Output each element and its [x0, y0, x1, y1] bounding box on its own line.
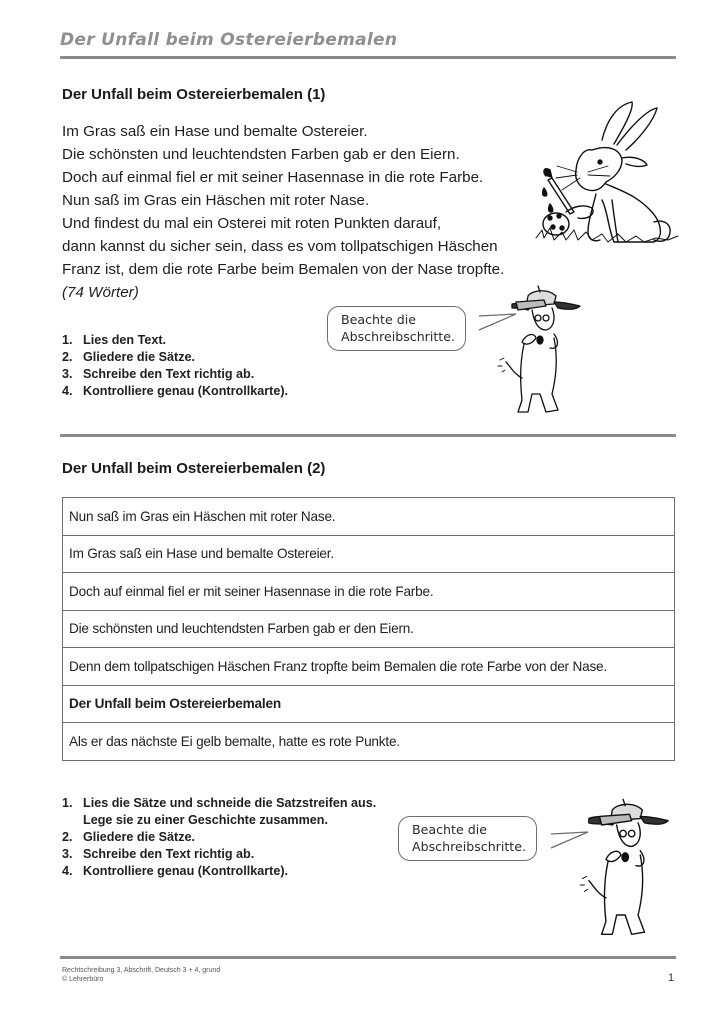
rabbit-arm: [566, 206, 593, 218]
dog-cap-brim: [516, 300, 546, 310]
speech-bubble-line: Abschreibschritte.: [412, 839, 526, 854]
rabbit-ear-flop: [622, 157, 647, 166]
task-item: 4. Kontrolliere genau (Kontrollkarte).: [62, 384, 289, 398]
dog-nose: [537, 336, 543, 344]
part1-heading: Der Unfall beim Ostereierbemalen (1): [62, 86, 326, 103]
dog-tail: [589, 881, 606, 898]
sentence-strip: [63, 573, 675, 611]
story-line: dann kannst du sicher sein, dass es vom tollpatschigen Häschen: [62, 238, 498, 255]
dog-ear-right: [554, 302, 580, 309]
task-item: 1. Lies die Sätze und schneide die Satzstreifen aus.: [62, 796, 377, 810]
rabbit-ear-left: [602, 102, 632, 144]
task-item: 3. Schreibe den Text richtig ab.: [62, 367, 255, 381]
paint-drops: [543, 188, 553, 212]
task-item: 4. Kontrolliere genau (Kontrollkarte).: [62, 864, 289, 878]
speech-bubble: [398, 816, 537, 861]
sentence-strip-text: Als er das nächste Ei gelb bemalte, hatte es rote Punkte.: [63, 723, 675, 761]
sentence-strip-text: Die schönsten und leuchtendsten Farben gab er den Eiern.: [63, 610, 675, 648]
sentence-strip-text: Doch auf einmal fiel er mit seiner Hasennase in die rote Farbe.: [63, 573, 675, 611]
sentence-strip: [63, 723, 675, 761]
speech-bubble-line: Beachte die: [341, 312, 416, 327]
page-title: Der Unfall beim Ostereierbemalen: [60, 30, 398, 50]
dog-paw-left: [522, 335, 536, 345]
dog-with-cap-illustration: [572, 795, 672, 945]
sentence-strip-title: [63, 685, 675, 723]
easter-egg: [543, 213, 569, 235]
story-line: Doch auf einmal fiel er mit seiner Hasennase in die rote Farbe.: [62, 169, 484, 186]
story-text: [62, 120, 504, 304]
story-line: Und findest du mal ein Osterei mit roten Punkten darauf,: [62, 215, 442, 232]
sentence-strip-text: Der Unfall beim Ostereierbemalen: [63, 685, 675, 723]
dog-cap-brim: [600, 814, 632, 825]
sentence-strip-text: Im Gras saß ein Hase und bemalte Ostereier.: [63, 535, 675, 573]
task-item: 1. Lies den Text.: [62, 333, 167, 347]
sentence-strips-table: [62, 497, 675, 761]
sentence-strip: [63, 648, 675, 686]
dog-with-cap-illustration: [492, 282, 582, 422]
speech-bubble: [327, 306, 466, 351]
footer-source: Rechtschreibung 3, Abschrift, Deutsch 3 + 4, grund: [62, 967, 221, 974]
dog-tail: [506, 362, 522, 378]
dog-ear-right: [640, 816, 668, 824]
section-divider: [60, 434, 676, 437]
speech-bubble-line: Abschreibschritte.: [341, 329, 455, 344]
story-line: Im Gras saß ein Hase und bemalte Ostereier.: [62, 123, 368, 140]
paintbrush-tip: [544, 169, 552, 178]
dog-body: [518, 338, 558, 412]
story-line: Franz ist, dem die rote Farbe beim Bemalen von der Nase tropfte.: [62, 261, 505, 278]
story-line: Die schönsten und leuchtendsten Farben gab er den Eiern.: [62, 146, 460, 163]
sentence-strip-text: Denn dem tollpatschigen Häschen Franz tropfte beim Bemalen die rote Farbe von der Nase.: [63, 648, 675, 686]
part2-heading: Der Unfall beim Ostereierbemalen (2): [62, 460, 326, 477]
dog-paw-left: [606, 851, 621, 861]
wag-lines: [498, 358, 505, 372]
task-item: 2. Gliedere die Sätze.: [62, 350, 195, 364]
dog-glasses: [620, 830, 626, 836]
part1-task-list: [62, 332, 288, 400]
task-item: 3. Schreibe den Text richtig ab.: [62, 847, 255, 861]
sentence-strip: [63, 610, 675, 648]
speech-bubble-line: Beachte die: [412, 822, 487, 837]
word-count: (74 Wörter): [62, 284, 139, 301]
task-item: 2. Gliedere die Sätze.: [62, 830, 195, 844]
task-item-continuation: Lege sie zu einer Geschichte zusammen.: [83, 813, 328, 827]
sentence-strip: [63, 498, 675, 536]
part2-task-list: [62, 795, 376, 880]
rabbit-painting-egg-illustration: [522, 100, 702, 250]
dog-paw-right: [550, 334, 557, 348]
sentence-strip: [63, 535, 675, 573]
rabbit-body: [602, 184, 660, 242]
dog-paw-right: [636, 851, 644, 866]
story-line: Nun saß im Gras ein Häschen mit roter Nase.: [62, 192, 370, 209]
dog-body: [602, 855, 645, 934]
sentence-strip-text: Nun saß im Gras ein Häschen mit roter Nase.: [63, 498, 675, 536]
dog-glasses: [535, 315, 541, 321]
header-divider: [60, 56, 676, 59]
rabbit-eye: [598, 160, 602, 164]
footer-divider: [60, 956, 676, 959]
footer-copyright: © Lehrerbüro: [62, 976, 104, 983]
dog-nose: [622, 853, 628, 862]
wag-lines: [580, 876, 588, 891]
footer-credits: [62, 966, 220, 984]
page-number: 1: [668, 972, 675, 984]
